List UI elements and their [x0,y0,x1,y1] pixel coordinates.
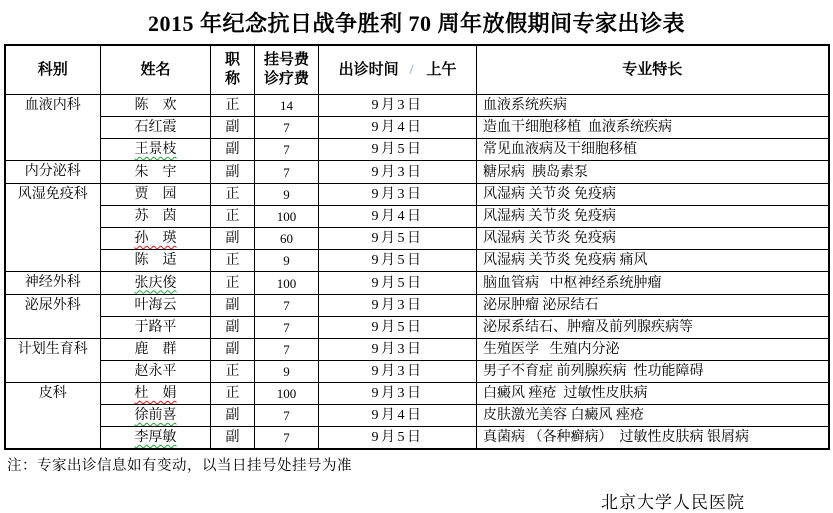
rank-cell: 副 [211,295,255,317]
slash-separator: / [409,61,414,78]
rank-cell: 正 [211,95,255,117]
date-cell: 9月3日 [319,184,477,206]
specialty-cell: 风湿病 关节炎 免疫病 痛风 [477,250,829,272]
date-cell: 9月5日 [319,139,477,161]
date-cell: 9月3日 [319,161,477,184]
specialty-cell: 真菌病 （各种癣病） 过敏性皮肤病 银屑病 [477,427,829,450]
doctor-name-cell: 徐前喜 [101,405,211,427]
doctor-name-cell: 鹿 群 [101,339,211,361]
dept-cell [5,184,101,272]
page-title: 2015 年纪念抗日战争胜利 70 周年放假期间专家出诊表 [147,11,685,36]
specialty-cell: 脑血管病 中枢神经系统肿瘤 [477,272,829,295]
table-row [5,405,829,427]
dept-cell [5,161,101,184]
specialty-cell: 泌尿系结石、肿瘤及前列腺疾病等 [477,317,829,339]
dept-label: 血液内科 [24,98,81,113]
fee-cell: 7 [255,161,319,184]
rank-cell: 副 [211,117,255,139]
rank-cell: 副 [211,405,255,427]
fee-cell: 100 [255,272,319,295]
dept-label: 皮科 [38,386,67,401]
rank-cell: 副 [211,339,255,361]
date-cell: 9月5日 [319,228,477,250]
specialty-cell: 常见血液病及干细胞移植 [477,139,829,161]
fee-cell: 7 [255,139,319,161]
table-row [5,295,829,317]
rank-header-line1: 职 [224,52,240,68]
rank-cell: 正 [211,184,255,206]
table-row [5,228,829,250]
doctor-name-cell: 苏 茵 [101,206,211,228]
doctor-name-cell: 孙 瑛 [101,228,211,250]
clinic-schedule-table [4,44,830,450]
col-header-fee [255,45,319,95]
date-cell: 9月5日 [319,317,477,339]
doctor-name-cell: 赵永平 [101,361,211,383]
rank-cell: 副 [211,317,255,339]
date-cell: 9月3日 [319,383,477,405]
fee-cell: 100 [255,206,319,228]
fee-cell: 9 [255,250,319,272]
fee-cell: 7 [255,427,319,450]
fee-cell: 100 [255,383,319,405]
rank-cell: 正 [211,361,255,383]
fee-cell: 7 [255,405,319,427]
doctor-name-cell: 杜 娟 [101,383,211,405]
table-row [5,339,829,361]
table-row [5,117,829,139]
doctor-name-cell: 张庆俊 [101,272,211,295]
fee-cell: 7 [255,117,319,139]
specialty-cell: 风湿病 关节炎 免疫病 [477,228,829,250]
date-cell: 9月3日 [319,361,477,383]
footnote: 注：专家出诊信息如有变动，以当日挂号处挂号为准 [7,458,352,474]
doctor-name-cell: 陈 适 [101,250,211,272]
rank-header-line2: 称 [224,71,240,87]
rank-cell: 副 [211,139,255,161]
date-cell: 9月5日 [319,250,477,272]
dept-label: 风湿免疫科 [17,187,88,202]
table-row [5,317,829,339]
date-cell: 9月5日 [319,427,477,450]
col-header-dept: 科别 [5,45,101,95]
date-cell: 9月3日 [319,95,477,117]
date-cell: 9月4日 [319,405,477,427]
table-row [5,139,829,161]
date-cell: 9月3日 [319,339,477,361]
dept-label: 泌尿外科 [24,298,81,313]
dept-cell [5,95,101,161]
specialty-cell: 糖尿病 胰岛素泵 [477,161,829,184]
dept-cell [5,383,101,450]
table-row [5,361,829,383]
specialty-cell: 血液系统疾病 [477,95,829,117]
time-header-label: 出诊时间 [338,61,399,78]
date-cell: 9月4日 [319,117,477,139]
fee-header-line1: 挂号费 [263,52,309,68]
table-row [5,250,829,272]
doctor-name-cell: 李厚敏 [101,427,211,450]
rank-cell: 正 [211,383,255,405]
date-cell: 9月4日 [319,206,477,228]
fee-cell: 9 [255,361,319,383]
table-header-row [5,45,829,95]
doctor-name-cell: 朱 宇 [101,161,211,184]
col-header-rank [211,45,255,95]
dept-label: 神经外科 [24,275,81,290]
rank-cell: 副 [211,427,255,450]
rank-cell: 正 [211,206,255,228]
col-header-name: 姓名 [101,45,211,95]
doctor-name-cell: 王景枝 [101,139,211,161]
specialty-cell: 皮肤激光美容 白癜风 痤疮 [477,405,829,427]
specialty-cell: 造血干细胞移植 血液系统疾病 [477,117,829,139]
table-row [5,95,829,117]
dept-cell [5,339,101,383]
specialty-cell: 生殖医学 生殖内分泌 [477,339,829,361]
fee-cell: 7 [255,295,319,317]
period-header-label: 上午 [426,61,457,78]
table-row [5,184,829,206]
table-row [5,272,829,295]
dept-label: 计划生育科 [17,342,88,357]
specialty-cell: 泌尿肿瘤 泌尿结石 [477,295,829,317]
specialty-cell: 白癜风 痤疮 过敏性皮肤病 [477,383,829,405]
fee-header-line2: 诊疗费 [263,71,309,87]
date-cell: 9月3日 [319,295,477,317]
fee-cell: 7 [255,339,319,361]
fee-cell: 9 [255,184,319,206]
dept-cell [5,272,101,295]
doctor-name-cell: 贾 园 [101,184,211,206]
fee-cell: 7 [255,317,319,339]
table-row [5,383,829,405]
doctor-name-cell: 石红霞 [101,117,211,139]
col-header-specialty: 专业特长 [477,45,829,95]
date-cell: 9月5日 [319,272,477,295]
fee-cell: 60 [255,228,319,250]
hospital-name: 北京大学人民医院 [601,493,745,512]
rank-cell: 正 [211,250,255,272]
table-row [5,427,829,450]
specialty-cell: 男子不育症 前列腺疾病 性功能障碍 [477,361,829,383]
rank-cell: 正 [211,272,255,295]
doctor-name-cell: 陈 欢 [101,95,211,117]
table-row [5,161,829,184]
fee-cell: 14 [255,95,319,117]
specialty-cell: 风湿病 关节炎 免疫病 [477,184,829,206]
rank-cell: 副 [211,228,255,250]
doctor-name-cell: 于路平 [101,317,211,339]
col-header-time [319,45,477,95]
specialty-cell: 风湿病 关节炎 免疫病 [477,206,829,228]
table-row [5,206,829,228]
dept-label: 内分泌科 [24,164,81,179]
rank-cell: 副 [211,161,255,184]
dept-cell [5,295,101,339]
doctor-name-cell: 叶海云 [101,295,211,317]
